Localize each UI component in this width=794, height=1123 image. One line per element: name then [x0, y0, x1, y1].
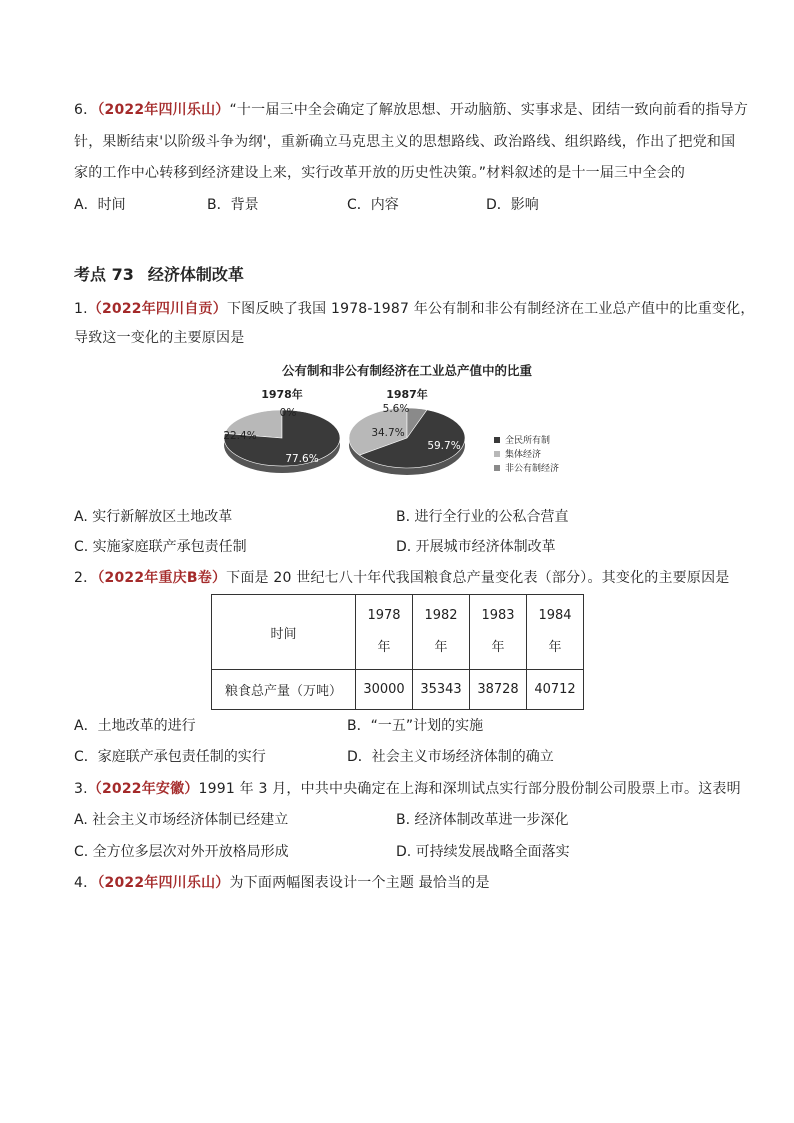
q2-option-b[interactable]: B．“一五”计划的实施 [347, 718, 484, 734]
q6-option-b[interactable]: B．背景 [207, 197, 259, 213]
table-cell: 35343 [413, 670, 470, 710]
table-header-label: 时间 [212, 595, 356, 670]
q1-option-a[interactable]: A. 实行新解放区土地改革 [74, 509, 233, 525]
chart-title: 公有制和非公有制经济在工业总产值中的比重 [281, 363, 533, 378]
q4-text: 为下面两幅图表设计一个主题 最恰当的是 [229, 875, 490, 891]
legend-label-state: 全民所有制 [505, 436, 551, 446]
legend-swatch-nonpublic [494, 465, 500, 471]
q1-option-b[interactable]: B. 进行全行业的公私合营直 [396, 509, 569, 525]
q4-source: （2022年四川乐山） [97, 875, 230, 891]
q6-option-c[interactable]: C．内容 [347, 197, 399, 213]
table-cell: 38728 [470, 670, 527, 710]
legend-swatch-collective [494, 451, 500, 457]
pie1-year-label: 1978年 [261, 388, 303, 401]
q3-option-c[interactable]: C. 全方位多层次对外开放格局形成 [74, 844, 289, 860]
q1-line-1 [74, 299, 755, 319]
q1-option-c[interactable]: C. 实施家庭联产承包责任制 [74, 539, 247, 555]
pie2-label-nonpublic: 5.6% [382, 403, 410, 415]
q3-option-a[interactable]: A. 社会主义市场经济体制已经建立 [74, 812, 289, 828]
q3-number: 3. [74, 781, 88, 797]
q3-source: （2022年安徽） [87, 781, 199, 797]
q2-text: 下面是 20 世纪七八十年代我国粮食总产量变化表（部分）。其变化的主要原因是 [226, 570, 730, 586]
q6-number: 6． [74, 102, 98, 118]
table-year-cell: 1978 年 [356, 595, 413, 670]
q2-line [74, 568, 729, 588]
pie2-label-state: 59.7% [427, 440, 461, 452]
table-year-cell: 1982 年 [413, 595, 470, 670]
q4-line [74, 873, 490, 893]
q6-option-a[interactable]: A．时间 [74, 197, 126, 213]
legend-label-nonpublic: 非公有制经济 [505, 464, 560, 474]
q6-option-d[interactable]: D．影响 [486, 197, 539, 213]
section-number: 考点 73 [74, 265, 134, 284]
q2-option-d[interactable]: D．社会主义市场经济体制的确立 [347, 749, 554, 765]
q6-text-1: “十一届三中全会确定了解放思想、开动脑筋、实事求是、团结一致向前看的指导方 [229, 102, 749, 118]
q2-option-a[interactable]: A．土地改革的进行 [74, 718, 196, 734]
pie1-label-nonpublic: 0% [279, 407, 297, 419]
table-year-cell: 1984 年 [527, 595, 584, 670]
section-heading [74, 262, 244, 285]
q6-line-3: 家的工作中心转移到经济建设上来，实行改革开放的历史性决策。”材料叙述的是十一届三中全会的 [74, 165, 686, 181]
q4-number: 4． [74, 875, 98, 891]
pie-chart-figure [222, 358, 592, 498]
q2-option-c[interactable]: C．家庭联产承包责任制的实行 [74, 749, 266, 765]
q2-number: 2． [74, 570, 98, 586]
grain-output-table [211, 594, 584, 710]
q2-source: （2022年重庆B卷） [97, 570, 227, 586]
pie1-label-state: 77.6% [285, 453, 319, 465]
q3-option-d[interactable]: D. 可持续发展战略全面落实 [396, 844, 570, 860]
table-year-cell: 1983 年 [470, 595, 527, 670]
q3-text: 1991 年 3 月，中共中央确定在上海和深圳试点实行部分股份制公司股票上市。这表明 [198, 781, 741, 797]
table-cell: 40712 [527, 670, 584, 710]
q3-line [74, 779, 741, 799]
legend-swatch-state [494, 437, 500, 443]
table-cell: 30000 [356, 670, 413, 710]
q1-text-1: 下图反映了我国 1978-1987 年公有制和非公有制经济在工业总产值中的比重变化， [226, 301, 755, 317]
legend-label-collective: 集体经济 [505, 450, 542, 460]
q6-source: （2022年四川乐山） [97, 102, 230, 118]
pie2-label-collective: 34.7% [371, 427, 405, 439]
q1-number: 1. [74, 301, 88, 317]
table-header-row [212, 595, 584, 670]
table-row-label: 粮食总产量（万吨） [212, 670, 356, 710]
q1-line-2: 导致这一变化的主要原因是 [74, 330, 245, 346]
q6-line-2: 针，果断结束'以阶级斗争为纲'，重新确立马克思主义的思想路线、政治路线、组织路线，作出了把党和国 [74, 134, 736, 150]
q3-option-b[interactable]: B. 经济体制改革进一步深化 [396, 812, 569, 828]
table-row [212, 670, 584, 710]
q1-source: （2022年四川自贡） [87, 301, 227, 317]
section-title: 经济体制改革 [147, 265, 244, 284]
pie2-year-label: 1987年 [386, 388, 428, 401]
pie1-label-collective: 22.4% [223, 430, 257, 442]
q1-option-d[interactable]: D. 开展城市经济体制改革 [396, 539, 556, 555]
q6-line-1 [74, 100, 748, 120]
